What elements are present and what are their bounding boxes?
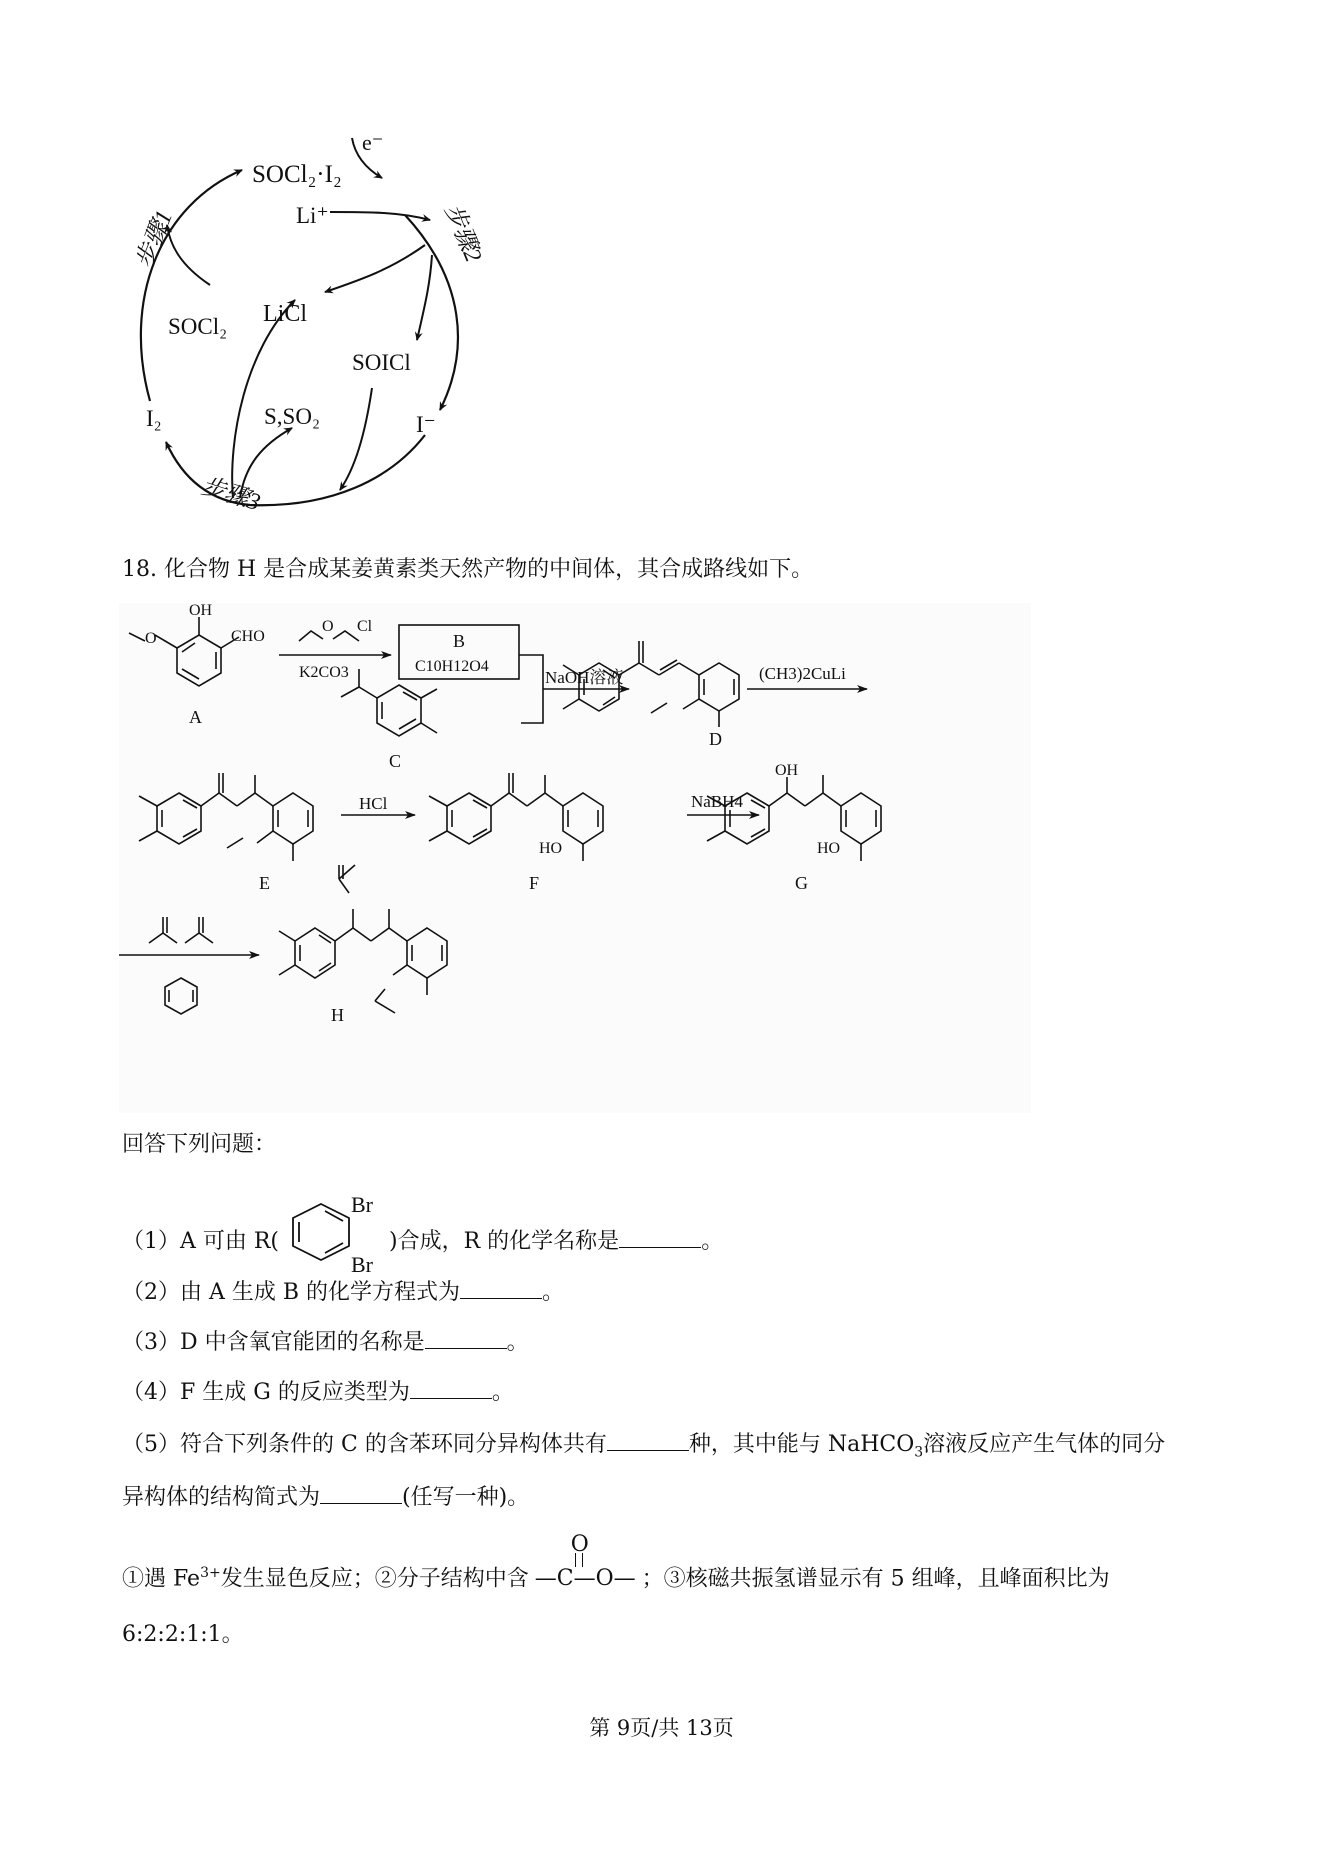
atom-a-oh: OH (189, 603, 213, 619)
ester-double-bond (575, 1553, 583, 1567)
part-1-text-a: （1）A 可由 R( (122, 1229, 280, 1254)
ratio-line: 6:2:2:1:1。 (122, 1622, 244, 1647)
label-e: E (259, 873, 270, 893)
part-3 (122, 1328, 529, 1358)
step3-to-licl-arrow (232, 300, 295, 498)
synthesis-scheme (119, 603, 1031, 1113)
reagent-nabh4: NaBH4 (691, 792, 743, 811)
atom-a-o: O (145, 630, 157, 647)
part-2-end: 。 (542, 1280, 565, 1305)
cond-text-a: ①遇 Fe (122, 1566, 201, 1592)
species-socl2-i2: SOCl₂·I₂ (252, 161, 342, 188)
reagent-cuprate: (CH3)2CuLi (759, 664, 846, 683)
label-f: F (529, 873, 540, 893)
question-number: 18. (122, 557, 157, 582)
part-5-text-d: 异构体的结构简式为 (122, 1485, 321, 1510)
compound-g-structure (707, 775, 881, 861)
atom-f-ho: HO (539, 840, 563, 857)
part-5-text-a: （5）符合下列条件的 C 的含苯环同分异构体共有 (122, 1432, 607, 1457)
part-5-text-c: 溶液反应产生气体的同分 (923, 1432, 1166, 1457)
part-2 (122, 1278, 564, 1308)
part-4 (122, 1378, 514, 1408)
b-formula: C10H12O4 (415, 658, 489, 675)
compound-h-structure (279, 865, 447, 1013)
ester-group (534, 1532, 636, 1594)
label-c: C (389, 751, 402, 771)
part-3-blank[interactable] (425, 1330, 507, 1349)
cond-text-c: ；③核磁共振氢谱显示有 5 组峰，且峰面积比为 (641, 1566, 1110, 1592)
br-label-top: Br (351, 1192, 374, 1217)
atom-a-cho: CHO (231, 628, 265, 645)
page-footer: 第 9页/共 13页 (589, 1716, 734, 1740)
part-1 (122, 1192, 724, 1274)
part-2-text: （2）由 A 生成 B 的化学方程式为 (122, 1280, 461, 1305)
reagent-momcl-o: O (322, 618, 334, 635)
cycle-arc-step1 (141, 170, 242, 401)
part-4-blank[interactable] (410, 1380, 492, 1399)
question-text: 化合物 H 是合成某姜黄素类天然产物的中间体，其合成路线如下。 (164, 557, 814, 582)
part-5-text-b: 种，其中能与 NaHCO (688, 1432, 915, 1457)
step1-label: 步骤1 (131, 206, 179, 273)
part-5-line-2 (122, 1483, 529, 1513)
part-4-end: 。 (491, 1380, 514, 1405)
label-b: B (453, 631, 466, 651)
species-electron: e⁻ (362, 130, 384, 155)
c-joiner (519, 655, 543, 723)
label-h: H (331, 1005, 344, 1025)
question-stem (122, 555, 813, 585)
reagent-naoh: NaOH溶液 (545, 668, 624, 687)
pyridine-structure (165, 978, 197, 1014)
reagent-momcl-cl: Cl (357, 618, 373, 635)
soicl-branch-arrow (417, 255, 432, 340)
species-soicl: SOICl (352, 350, 411, 375)
answer-intro: 回答下列问题： (122, 1132, 277, 1157)
step3-label: 步骤3 (198, 472, 264, 517)
dibromobenzene-structure (279, 1192, 389, 1274)
cond-sup: 3+ (200, 1565, 221, 1581)
br-label-bottom: Br (351, 1252, 374, 1274)
part-3-text: （3）D 中含氧官能团的名称是 (122, 1330, 425, 1355)
cycle-arc-step2 (405, 215, 458, 410)
part-5-sub: 3 (914, 1444, 924, 1461)
species-licl: LiCl (263, 301, 308, 327)
socl2-arrow (167, 225, 210, 285)
soicl-to-step3-arrow (340, 388, 372, 490)
part-1-blank[interactable] (619, 1229, 701, 1248)
species-i-minus: I⁻ (416, 412, 436, 437)
part-5-line-1 (122, 1430, 1165, 1467)
acetic-anhydride-structure (149, 917, 213, 943)
part-1-end: 。 (701, 1229, 724, 1254)
part-5-blank-structure[interactable] (320, 1485, 402, 1504)
step2-label: 步骤2 (439, 200, 487, 266)
part-4-text: （4）F 生成 G 的反应类型为 (122, 1380, 410, 1405)
part-3-end: 。 (506, 1330, 529, 1355)
licl-branch-arrow (325, 245, 425, 292)
compound-a-structure (129, 617, 239, 686)
species-li-plus: Li⁺ (296, 203, 329, 228)
part-5-blank-count[interactable] (607, 1432, 689, 1451)
reagent-k2co3: K2CO3 (299, 664, 349, 681)
species-i2: I₂ (146, 406, 162, 431)
catalytic-cycle-figure (0, 120, 520, 540)
compound-e-structure (139, 773, 313, 861)
li-arrow (330, 212, 430, 220)
part-5-text-e: (任写一种)。 (402, 1485, 530, 1510)
atom-g-oh: OH (775, 762, 799, 779)
atom-g-ho: HO (817, 840, 841, 857)
conditions-line (122, 1532, 1110, 1594)
reagent-hcl: HCl (359, 794, 388, 813)
ester-chain: —C—O— (534, 1566, 636, 1592)
cond-text-b: 发生显色反应；②分子结构中含 (220, 1566, 529, 1592)
synthesis-scheme-panel (119, 603, 1031, 1113)
ester-carbonyl-o: O (570, 1532, 589, 1558)
compound-f-structure (429, 773, 603, 861)
label-g: G (795, 873, 808, 893)
part-1-text-b: )合成，R 的化学名称是 (389, 1229, 620, 1254)
part-2-blank[interactable] (460, 1280, 542, 1299)
label-a: A (189, 707, 202, 727)
species-s-so2: S,SO₂ (264, 404, 320, 429)
label-d: D (709, 729, 722, 749)
species-socl2: SOCl₂ (168, 314, 228, 339)
